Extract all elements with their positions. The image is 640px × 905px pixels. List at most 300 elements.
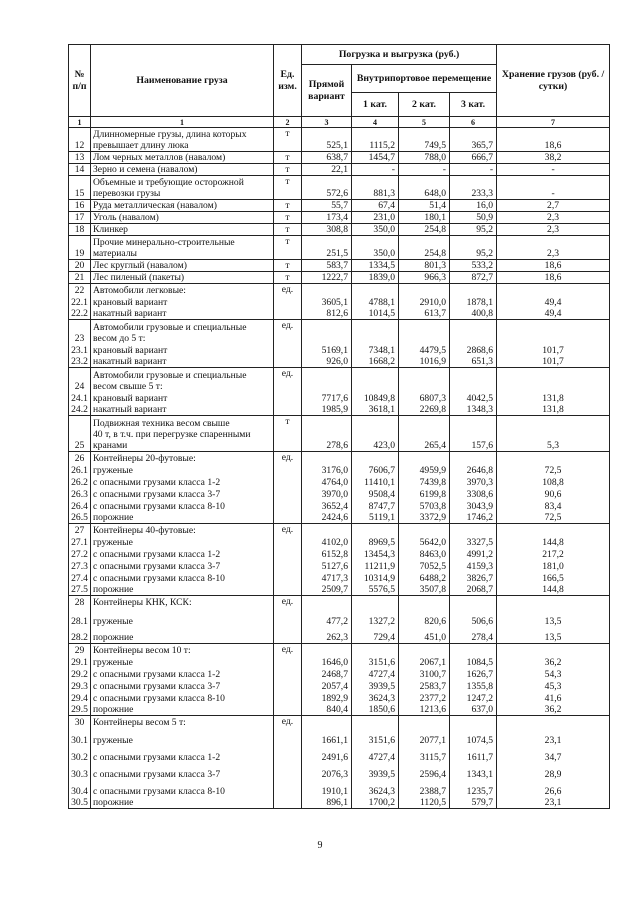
cat3-value: 1878,1 <box>450 296 497 308</box>
cat3-value: 3327,5 <box>450 536 497 548</box>
direct-value: 173,4 <box>302 212 352 224</box>
storage-value: 49,4 <box>497 296 610 308</box>
storage-value: 144,8 <box>497 536 610 548</box>
storage-value: 2,3 <box>497 224 610 236</box>
cargo-name-line: с опасными грузами класса 3-7 <box>93 768 221 780</box>
unit-cell: ед. <box>274 596 302 608</box>
row-number: 28.2 <box>69 627 91 644</box>
cat2-value <box>399 320 450 344</box>
row-number: 30.2 <box>69 746 91 763</box>
unit-cell <box>274 560 302 572</box>
storage-value <box>497 716 610 728</box>
cat1-value: 1334,5 <box>352 260 399 272</box>
storage-value: 23,1 <box>497 728 610 746</box>
unit-cell <box>274 704 302 716</box>
cat1-value: 1668,2 <box>352 356 399 368</box>
cat1-value: 3939,5 <box>352 763 399 780</box>
cat1-value: 881,3 <box>352 176 399 200</box>
cat3-value: 3826,7 <box>450 572 497 584</box>
cat1-value: 3624,3 <box>352 780 399 797</box>
cargo-name-line: Объемные и требующие осторожной <box>93 177 244 188</box>
cat3-value <box>450 596 497 608</box>
cargo-name-line: весом свыше 5 т: <box>93 380 163 392</box>
cat3-value <box>450 320 497 344</box>
cat3-value: 1343,1 <box>450 763 497 780</box>
direct-value: 2491,6 <box>302 746 352 763</box>
row-number: 29.4 <box>69 692 91 704</box>
direct-value: 1985,9 <box>302 404 352 416</box>
cat3-value: 4991,2 <box>450 548 497 560</box>
table-row <box>69 212 610 224</box>
row-number: 25 <box>69 416 91 452</box>
unit-cell <box>274 548 302 560</box>
direct-value: 1661,1 <box>302 728 352 746</box>
cat2-value: 2077,1 <box>399 728 450 746</box>
cargo-name-line: Руда металлическая (навалом) <box>93 200 217 211</box>
header-storage: Хранение грузов (руб. /сутки) <box>497 45 610 117</box>
cat1-value <box>352 452 399 464</box>
cargo-name <box>91 272 274 284</box>
direct-value: 1910,1 <box>302 780 352 797</box>
row-number: 29.1 <box>69 656 91 668</box>
storage-value: 28,9 <box>497 763 610 780</box>
direct-value: 5169,1 <box>302 344 352 356</box>
row-number: 26.4 <box>69 500 91 512</box>
column-number: 1 <box>69 117 91 128</box>
cat3-value <box>450 452 497 464</box>
storage-value: 38,2 <box>497 152 610 164</box>
header-internal: Внутрипортовое перемещение <box>352 65 497 93</box>
storage-value: 34,7 <box>497 746 610 763</box>
cat1-value: 3624,3 <box>352 692 399 704</box>
storage-value: 5,3 <box>497 416 610 452</box>
direct-value: 896,1 <box>302 797 352 809</box>
cat1-value: 5576,5 <box>352 584 399 596</box>
row-number: 22.2 <box>69 308 91 320</box>
cat3-value: 2646,8 <box>450 464 497 476</box>
row-number: 30.4 <box>69 780 91 797</box>
cargo-name <box>91 476 274 488</box>
cargo-name-line: груженые <box>93 656 133 668</box>
cat2-value: 788,0 <box>399 152 450 164</box>
table-row <box>69 392 610 404</box>
cat3-value <box>450 524 497 536</box>
cargo-name <box>91 716 274 728</box>
cat2-value: 2377,2 <box>399 692 450 704</box>
storage-value: 181,0 <box>497 560 610 572</box>
cargo-name-line: груженые <box>93 734 133 746</box>
direct-value: 1222,7 <box>302 272 352 284</box>
cargo-name-line: Уголь (навалом) <box>93 212 159 223</box>
cargo-name <box>91 584 274 596</box>
table-row <box>69 763 610 780</box>
cargo-name <box>91 320 274 344</box>
unit-cell: т <box>274 260 302 272</box>
cargo-name-line: груженые <box>93 536 133 548</box>
table-row <box>69 596 610 608</box>
unit-cell <box>274 627 302 644</box>
cat3-value: - <box>450 164 497 176</box>
cat1-value: 11410,1 <box>352 476 399 488</box>
row-number: 23.1 <box>69 344 91 356</box>
cat1-value <box>352 284 399 296</box>
storage-value: 26,6 <box>497 780 610 797</box>
table-body <box>69 128 610 809</box>
storage-value <box>497 644 610 656</box>
cat1-value: 350,0 <box>352 236 399 260</box>
direct-value <box>302 368 352 392</box>
cat2-value: 3100,7 <box>399 668 450 680</box>
cargo-name-line: Контейнеры 40-футовые: <box>93 524 196 536</box>
cat3-value: 506,6 <box>450 608 497 627</box>
storage-value: 166,5 <box>497 572 610 584</box>
row-number: 26.1 <box>69 464 91 476</box>
storage-value <box>497 368 610 392</box>
cat2-value: 648,0 <box>399 176 450 200</box>
cat1-value: 423,0 <box>352 416 399 452</box>
cat2-value: 265,4 <box>399 416 450 452</box>
cat1-value: 1014,5 <box>352 308 399 320</box>
direct-value: 926,0 <box>302 356 352 368</box>
header-cat2: 2 кат. <box>399 93 450 117</box>
cat2-value <box>399 284 450 296</box>
direct-value: 3605,1 <box>302 296 352 308</box>
cat1-value <box>352 368 399 392</box>
cat2-value: 4479,5 <box>399 344 450 356</box>
cat3-value: 872,7 <box>450 272 497 284</box>
direct-value: 278,6 <box>302 416 352 452</box>
cat2-value: 1213,6 <box>399 704 450 716</box>
cat1-value: 4727,4 <box>352 668 399 680</box>
table-row <box>69 128 610 152</box>
row-number: 30.5 <box>69 797 91 809</box>
table-row <box>69 704 610 716</box>
cat3-value <box>450 716 497 728</box>
cargo-name-line: Прочие минерально-строительные <box>93 237 235 248</box>
unit-cell <box>274 608 302 627</box>
cat3-value: 3043,9 <box>450 500 497 512</box>
cat1-value: 5119,1 <box>352 512 399 524</box>
cargo-name <box>91 236 274 260</box>
storage-value: 13,5 <box>497 608 610 627</box>
cargo-name <box>91 128 274 152</box>
storage-value: 217,2 <box>497 548 610 560</box>
storage-value: - <box>497 164 610 176</box>
row-number: 22 <box>69 284 91 296</box>
direct-value: 2057,4 <box>302 680 352 692</box>
row-number: 30 <box>69 716 91 728</box>
row-number: 27.2 <box>69 548 91 560</box>
row-number: 22.1 <box>69 296 91 308</box>
cat2-value: 2067,1 <box>399 656 450 668</box>
cargo-name <box>91 176 274 200</box>
cargo-name <box>91 296 274 308</box>
direct-value <box>302 596 352 608</box>
cargo-name-line: порожние <box>93 797 134 808</box>
direct-value: 2076,3 <box>302 763 352 780</box>
direct-value: 572,6 <box>302 176 352 200</box>
row-number: 19 <box>69 236 91 260</box>
cat2-value: 254,8 <box>399 224 450 236</box>
unit-cell <box>274 680 302 692</box>
table-row <box>69 584 610 596</box>
cargo-name <box>91 512 274 524</box>
unit-cell: т <box>274 176 302 200</box>
unit-cell: т <box>274 236 302 260</box>
table-row <box>69 164 610 176</box>
cargo-name-line: груженые <box>93 464 133 476</box>
cat1-value: - <box>352 164 399 176</box>
cat2-value: 2388,7 <box>399 780 450 797</box>
table-row <box>69 560 610 572</box>
cat1-value: 1839,0 <box>352 272 399 284</box>
storage-value: 23,1 <box>497 797 610 809</box>
unit-cell: ед. <box>274 320 302 344</box>
table-row <box>69 320 610 344</box>
table-row <box>69 728 610 746</box>
cargo-name-line: порожние <box>93 632 134 643</box>
row-number: 24.1 <box>69 392 91 404</box>
cat3-value: 1626,7 <box>450 668 497 680</box>
table-row <box>69 656 610 668</box>
cargo-name <box>91 780 274 797</box>
direct-value: 3652,4 <box>302 500 352 512</box>
storage-value <box>497 524 610 536</box>
unit-cell <box>274 500 302 512</box>
cargo-name-line: с опасными грузами класса 3-7 <box>93 560 221 572</box>
direct-value <box>302 284 352 296</box>
storage-value: 2,7 <box>497 200 610 212</box>
storage-value: 131,8 <box>497 404 610 416</box>
cargo-name-line: с опасными грузами класса 8-10 <box>93 500 225 512</box>
cargo-name <box>91 797 274 809</box>
direct-value: 812,6 <box>302 308 352 320</box>
cargo-name-line: накатный вариант <box>93 308 167 319</box>
cargo-name <box>91 596 274 608</box>
row-number: 28 <box>69 596 91 608</box>
unit-cell: т <box>274 200 302 212</box>
row-number: 24 <box>69 368 91 392</box>
header-no: № п/п <box>69 45 91 117</box>
cargo-name <box>91 452 274 464</box>
direct-value: 2424,6 <box>302 512 352 524</box>
unit-cell: ед. <box>274 284 302 296</box>
unit-cell <box>274 392 302 404</box>
cat2-value <box>399 368 450 392</box>
cat1-value <box>352 644 399 656</box>
row-number: 17 <box>69 212 91 224</box>
cargo-name <box>91 152 274 164</box>
cargo-name <box>91 308 274 320</box>
cargo-name-line: с опасными грузами класса 1-2 <box>93 476 221 488</box>
direct-value <box>302 524 352 536</box>
cat1-value: 1327,2 <box>352 608 399 627</box>
direct-value: 251,5 <box>302 236 352 260</box>
cat1-value: 1454,7 <box>352 152 399 164</box>
cargo-name <box>91 704 274 716</box>
row-number: 27 <box>69 524 91 536</box>
cat2-value: 801,3 <box>399 260 450 272</box>
cargo-name-line: Лес круглый (навалом) <box>93 260 187 271</box>
cat3-value: 2068,7 <box>450 584 497 596</box>
cargo-name <box>91 668 274 680</box>
storage-value <box>497 596 610 608</box>
row-number: 12 <box>69 128 91 152</box>
cargo-name <box>91 548 274 560</box>
table-row <box>69 368 610 392</box>
storage-value: 36,2 <box>497 656 610 668</box>
column-number: 5 <box>399 117 450 128</box>
cat1-value: 10314,9 <box>352 572 399 584</box>
cat3-value: 365,7 <box>450 128 497 152</box>
unit-cell <box>274 464 302 476</box>
unit-cell <box>274 308 302 320</box>
unit-cell <box>274 797 302 809</box>
cat3-value: 1348,3 <box>450 404 497 416</box>
cat1-value: 13454,3 <box>352 548 399 560</box>
cargo-name-line: с опасными грузами класса 1-2 <box>93 751 221 763</box>
table-row <box>69 500 610 512</box>
cat2-value: 966,3 <box>399 272 450 284</box>
cat1-value: 10849,8 <box>352 392 399 404</box>
cargo-name <box>91 416 274 452</box>
cargo-name-line: с опасными грузами класса 8-10 <box>93 572 225 584</box>
cat3-value: 95,2 <box>450 236 497 260</box>
table-row <box>69 512 610 524</box>
cat3-value: 1746,2 <box>450 512 497 524</box>
column-number: 3 <box>302 117 352 128</box>
direct-value: 2468,7 <box>302 668 352 680</box>
row-number: 15 <box>69 176 91 200</box>
header-cat1: 1 кат. <box>352 93 399 117</box>
cargo-name-line: кранами <box>93 440 128 451</box>
column-number: 6 <box>450 117 497 128</box>
cargo-name-line: с опасными грузами класса 3-7 <box>93 680 221 692</box>
cat2-value: 613,7 <box>399 308 450 320</box>
cargo-name-line: порожние <box>93 584 134 595</box>
table-row <box>69 452 610 464</box>
row-number: 27.4 <box>69 572 91 584</box>
cat1-value <box>352 716 399 728</box>
cat1-value: 1850,6 <box>352 704 399 716</box>
cat3-value: 579,7 <box>450 797 497 809</box>
storage-value: 2,3 <box>497 236 610 260</box>
cat1-value: 4788,1 <box>352 296 399 308</box>
cargo-name-line: Автомобили легковые: <box>93 284 186 296</box>
direct-value: 308,8 <box>302 224 352 236</box>
table-row <box>69 668 610 680</box>
cargo-name-line: порожние <box>93 704 134 715</box>
storage-value: 54,3 <box>497 668 610 680</box>
cargo-name-line: превышает длину люка <box>93 140 189 151</box>
cargo-name-line: с опасными грузами класса 3-7 <box>93 488 221 500</box>
cargo-name-line: крановый вариант <box>93 296 168 308</box>
cargo-name-line: Лес пиленый (пакеты) <box>93 272 185 283</box>
cat1-value <box>352 320 399 344</box>
table-row <box>69 488 610 500</box>
cargo-name <box>91 200 274 212</box>
unit-cell <box>274 356 302 368</box>
storage-value: 72,5 <box>497 464 610 476</box>
unit-cell: т <box>274 128 302 152</box>
cat2-value: 7052,5 <box>399 560 450 572</box>
direct-value: 638,7 <box>302 152 352 164</box>
cargo-name <box>91 212 274 224</box>
storage-value: 18,6 <box>497 272 610 284</box>
header-unit: Ед. изм. <box>274 45 302 117</box>
cargo-name-line: с опасными грузами класса 8-10 <box>93 692 225 704</box>
row-number: 23 <box>69 320 91 344</box>
cat1-value: 9508,4 <box>352 488 399 500</box>
cat1-value: 3618,1 <box>352 404 399 416</box>
table-row <box>69 476 610 488</box>
direct-value: 55,7 <box>302 200 352 212</box>
unit-cell <box>274 692 302 704</box>
row-number: 30.3 <box>69 763 91 780</box>
cargo-name <box>91 627 274 644</box>
cargo-name-line: Лом черных металлов (навалом) <box>93 152 226 163</box>
table-row <box>69 627 610 644</box>
direct-value: 4717,3 <box>302 572 352 584</box>
direct-value: 4764,0 <box>302 476 352 488</box>
cargo-name <box>91 260 274 272</box>
cargo-name-line: весом до 5 т: <box>93 332 146 344</box>
direct-value: 1646,0 <box>302 656 352 668</box>
unit-cell: т <box>274 212 302 224</box>
cargo-name <box>91 763 274 780</box>
cargo-name <box>91 488 274 500</box>
cargo-name-line: Контейнеры 20-футовые: <box>93 452 196 464</box>
table-row <box>69 680 610 692</box>
header-name: Наименование груза <box>91 45 274 117</box>
cat2-value: - <box>399 164 450 176</box>
row-number: 24.2 <box>69 404 91 416</box>
cargo-name <box>91 500 274 512</box>
cat2-value <box>399 452 450 464</box>
direct-value: 22,1 <box>302 164 352 176</box>
cat3-value: 16,0 <box>450 200 497 212</box>
cargo-name-line: 40 т, в т.ч. при перегрузке спаренными <box>93 429 251 440</box>
cat1-value: 7606,7 <box>352 464 399 476</box>
column-number: 7 <box>497 117 610 128</box>
direct-value: 3970,0 <box>302 488 352 500</box>
direct-value: 477,2 <box>302 608 352 627</box>
cargo-name <box>91 572 274 584</box>
cat3-value: 3308,6 <box>450 488 497 500</box>
cargo-name <box>91 746 274 763</box>
cargo-name <box>91 524 274 536</box>
storage-value: 2,3 <box>497 212 610 224</box>
row-number: 26.3 <box>69 488 91 500</box>
cat1-value: 7348,1 <box>352 344 399 356</box>
column-number: 2 <box>274 117 302 128</box>
row-number: 26 <box>69 452 91 464</box>
cargo-name-line: Контейнеры КНК, КСК: <box>93 596 192 608</box>
cat1-value: 3151,6 <box>352 656 399 668</box>
cat3-value: 1074,5 <box>450 728 497 746</box>
table-row <box>69 536 610 548</box>
table-row <box>69 572 610 584</box>
row-number: 14 <box>69 164 91 176</box>
cargo-name-line: с опасными грузами класса 1-2 <box>93 548 221 560</box>
cat2-value: 2910,0 <box>399 296 450 308</box>
storage-value: 90,6 <box>497 488 610 500</box>
direct-value: 5127,6 <box>302 560 352 572</box>
cargo-name <box>91 164 274 176</box>
cargo-name <box>91 344 274 356</box>
cargo-name <box>91 608 274 627</box>
table-row <box>69 404 610 416</box>
